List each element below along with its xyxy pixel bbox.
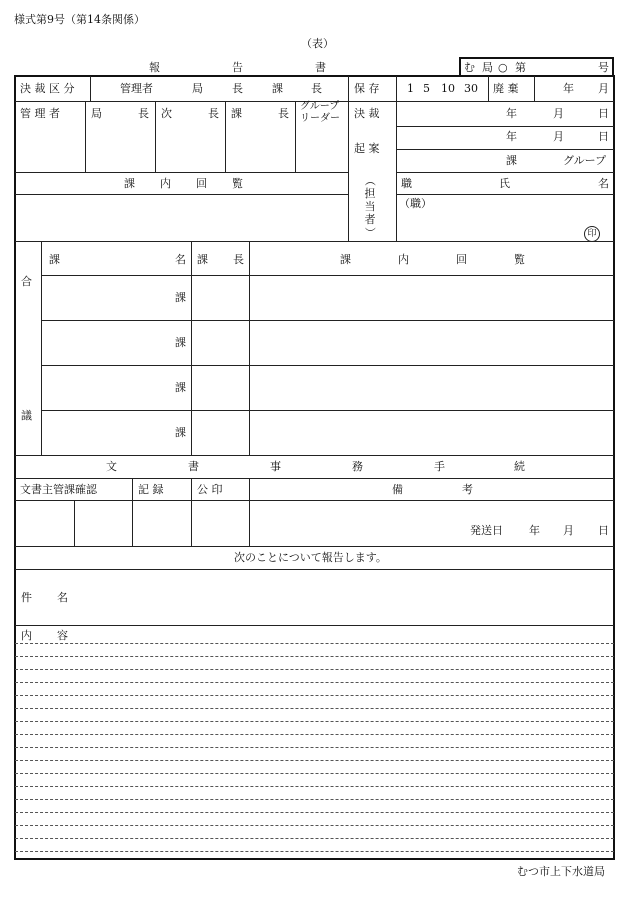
gougi-header-ka: 課	[49, 253, 60, 266]
kisan-label: 起 案	[354, 142, 380, 155]
number-box-dai: 第	[515, 61, 526, 74]
kessai-kubun-label: 決 裁 区 分	[20, 82, 75, 95]
content-line	[15, 695, 614, 696]
hozon-year[interactable]: 1	[407, 82, 414, 95]
title-char: 書	[315, 61, 326, 74]
gougi-header-mei: 名	[175, 253, 186, 266]
content-line	[15, 825, 614, 826]
kakunin-label: 文書主管課確認	[20, 483, 97, 496]
kenmei-char: 名	[57, 591, 68, 604]
content-line	[15, 682, 614, 683]
hozon-year[interactable]: 30	[464, 82, 478, 95]
kesai-label: 決 裁	[354, 107, 380, 120]
bunsho-title-char: 手	[434, 460, 445, 473]
gougi-row-ka: 課	[175, 426, 186, 439]
bunsho-title-char: 続	[514, 460, 525, 473]
tanto-char: 担	[364, 187, 376, 200]
jicho-sign-char: 長	[208, 107, 219, 120]
gougi-kairan-char: 覧	[514, 253, 525, 266]
kanai-kairan-char: 覧	[232, 177, 243, 190]
tanto-char: ）	[363, 227, 377, 238]
content-line	[15, 760, 614, 761]
kesai-day: 日	[598, 107, 609, 120]
content-line	[15, 773, 614, 774]
gougi-header-kacho: 長	[233, 253, 244, 266]
haiki-year: 年	[563, 82, 574, 95]
issuer: むつ市上下水道局	[517, 865, 605, 878]
ka-label: 課	[506, 154, 517, 167]
number-box-go: 号	[598, 61, 609, 74]
gougi-kairan-char: 課	[340, 253, 351, 266]
kacho-sign-char: 課	[231, 107, 242, 120]
bunsho-title-char: 事	[270, 460, 281, 473]
kanai-kairan-char: 内	[160, 177, 171, 190]
content-line	[15, 643, 614, 644]
number-box-kyoku: 局	[482, 61, 493, 74]
kyokucho-char: 長	[232, 82, 243, 95]
title-char: 報	[149, 61, 160, 74]
content-line	[15, 851, 614, 852]
content-line	[15, 656, 614, 657]
shoku-label: 職	[401, 177, 412, 190]
biko-char: 備	[392, 483, 403, 496]
report-intro: 次のことについて報告します。	[234, 551, 387, 564]
seal-mark: 印	[584, 226, 600, 242]
kisan-day: 日	[598, 130, 609, 143]
content-line	[15, 669, 614, 670]
kacho-sign-char: 長	[278, 107, 289, 120]
haiki-month: 月	[598, 82, 609, 95]
content-line	[15, 799, 614, 800]
number-box-prefix: む	[464, 61, 475, 74]
shoku-paren: （職）	[399, 197, 432, 210]
hassobi-year: 年	[529, 524, 540, 537]
biko-char: 考	[462, 483, 473, 496]
jicho-sign-char: 次	[161, 107, 172, 120]
group-leader-line: リーダー	[300, 113, 340, 124]
side-label: （表）	[301, 37, 334, 50]
content-line	[15, 812, 614, 813]
naiyo-char: 内	[21, 629, 32, 642]
number-box-circle: ○	[498, 61, 508, 74]
gougi-row-ka: 課	[175, 336, 186, 349]
kanrisha-label: 管理者	[120, 82, 153, 95]
bunsho-title-char: 文	[106, 460, 117, 473]
gougi-kairan-char: 内	[398, 253, 409, 266]
tanto-char: 当	[364, 200, 376, 213]
content-line	[15, 747, 614, 748]
content-line	[15, 708, 614, 709]
hozon-year[interactable]: 5	[423, 82, 430, 95]
tanto-char: （	[363, 175, 377, 186]
kisan-year: 年	[506, 130, 517, 143]
bunsho-title-char: 書	[188, 460, 199, 473]
haiki-label: 廃 棄	[493, 82, 519, 95]
kanai-kairan-char: 課	[124, 177, 135, 190]
hozon-year[interactable]: 10	[441, 82, 455, 95]
gougi-kairan-char: 回	[456, 253, 467, 266]
bunsho-title-char: 務	[352, 460, 363, 473]
gougi-label-bottom: 議	[21, 409, 32, 422]
kacho-char: 長	[311, 82, 322, 95]
kanrisha-sign-label: 管 理 者	[20, 107, 60, 120]
form-number: 様式第9号（第14条関係）	[14, 13, 145, 26]
kacho-char: 課	[272, 82, 283, 95]
hassobi-day: 日	[598, 524, 609, 537]
gougi-label-top: 合	[21, 275, 32, 288]
kesai-month: 月	[553, 107, 564, 120]
tanto-char: 者	[364, 213, 376, 226]
content-line	[15, 838, 614, 839]
kesai-year: 年	[506, 107, 517, 120]
kenmei-char: 件	[21, 591, 32, 604]
gougi-row-ka: 課	[175, 381, 186, 394]
kyokucho-char: 局	[192, 82, 203, 95]
kiroku-label: 記 録	[138, 483, 164, 496]
kyokucho-sign-char: 長	[138, 107, 149, 120]
group-label: グループ	[563, 154, 607, 167]
content-line	[15, 786, 614, 787]
title-char: 告	[232, 61, 243, 74]
kanai-kairan-char: 回	[196, 177, 207, 190]
content-line	[15, 721, 614, 722]
tanto-vertical	[364, 174, 376, 239]
hassobi-label: 発送日	[470, 524, 503, 537]
naiyo-char: 容	[57, 629, 68, 642]
kisan-month: 月	[553, 130, 564, 143]
hozon-label: 保 存	[354, 82, 380, 95]
gougi-row-ka: 課	[175, 291, 186, 304]
kyokucho-sign-char: 局	[91, 107, 102, 120]
gougi-header-kacho: 課	[197, 253, 208, 266]
hassobi-month: 月	[563, 524, 574, 537]
shimei-char: 名	[598, 177, 609, 190]
shimei-char: 氏	[499, 177, 510, 190]
koin-label: 公 印	[197, 483, 223, 496]
content-line	[15, 734, 614, 735]
group-leader-line: グループ	[300, 101, 340, 112]
